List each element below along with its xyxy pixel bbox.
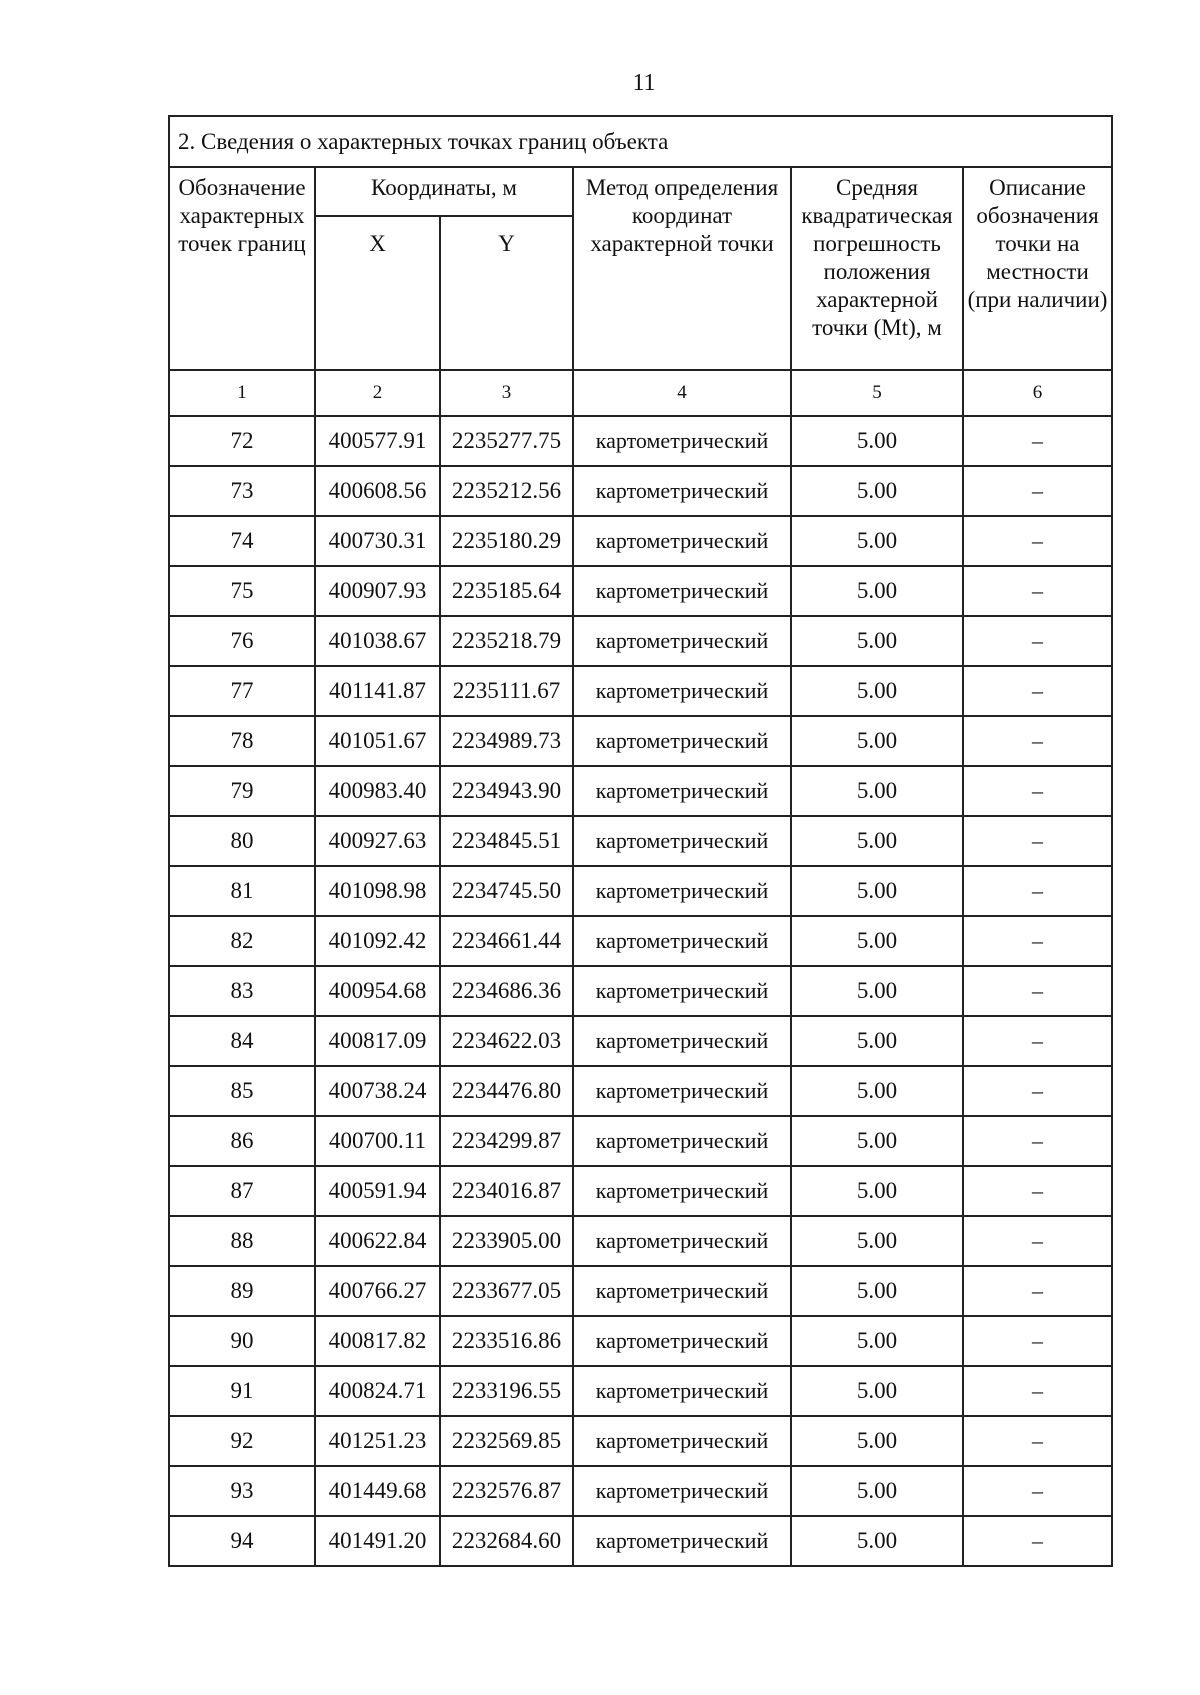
cell-y: 2234745.50 bbox=[440, 866, 573, 916]
table-row bbox=[169, 1216, 1112, 1266]
cell-description: – bbox=[963, 1216, 1112, 1266]
cell-y: 2232569.85 bbox=[440, 1416, 573, 1466]
table-row bbox=[169, 916, 1112, 966]
cell-point: 90 bbox=[169, 1316, 315, 1366]
cell-y: 2235212.56 bbox=[440, 466, 573, 516]
boundary-points-table bbox=[168, 115, 1113, 1567]
cell-point: 81 bbox=[169, 866, 315, 916]
cell-method: картометрический bbox=[573, 666, 791, 716]
cell-error: 5.00 bbox=[791, 966, 963, 1016]
table-row bbox=[169, 1016, 1112, 1066]
cell-description: – bbox=[963, 1416, 1112, 1466]
cell-y: 2232684.60 bbox=[440, 1516, 573, 1566]
cell-x: 400730.31 bbox=[315, 516, 440, 566]
cell-x: 400983.40 bbox=[315, 766, 440, 816]
cell-error: 5.00 bbox=[791, 1016, 963, 1066]
cell-description: – bbox=[963, 616, 1112, 666]
cell-error: 5.00 bbox=[791, 416, 963, 466]
table-row bbox=[169, 1366, 1112, 1416]
header-description: Описание обозначения точки на местности (при наличии) bbox=[963, 167, 1112, 370]
cell-description: – bbox=[963, 816, 1112, 866]
cell-y: 2233905.00 bbox=[440, 1216, 573, 1266]
cell-y: 2233516.86 bbox=[440, 1316, 573, 1366]
cell-method: картометрический bbox=[573, 966, 791, 1016]
cell-point: 83 bbox=[169, 966, 315, 1016]
column-number: 1 bbox=[169, 370, 315, 416]
cell-description: – bbox=[963, 466, 1112, 516]
cell-description: – bbox=[963, 416, 1112, 466]
cell-x: 400738.24 bbox=[315, 1066, 440, 1116]
cell-x: 401449.68 bbox=[315, 1466, 440, 1516]
cell-method: картометрический bbox=[573, 1316, 791, 1366]
cell-x: 400817.82 bbox=[315, 1316, 440, 1366]
cell-method: картометрический bbox=[573, 1066, 791, 1116]
cell-method: картометрический bbox=[573, 716, 791, 766]
cell-x: 401051.67 bbox=[315, 716, 440, 766]
cell-description: – bbox=[963, 966, 1112, 1016]
cell-description: – bbox=[963, 1016, 1112, 1066]
cell-error: 5.00 bbox=[791, 566, 963, 616]
cell-y: 2235180.29 bbox=[440, 516, 573, 566]
cell-error: 5.00 bbox=[791, 1316, 963, 1366]
cell-x: 400954.68 bbox=[315, 966, 440, 1016]
cell-method: картометрический bbox=[573, 916, 791, 966]
cell-method: картометрический bbox=[573, 1266, 791, 1316]
cell-y: 2232576.87 bbox=[440, 1466, 573, 1516]
header-x: X bbox=[315, 216, 440, 370]
table-row bbox=[169, 1166, 1112, 1216]
cell-method: картометрический bbox=[573, 1516, 791, 1566]
cell-description: – bbox=[963, 1116, 1112, 1166]
cell-y: 2234661.44 bbox=[440, 916, 573, 966]
cell-description: – bbox=[963, 716, 1112, 766]
table-row bbox=[169, 566, 1112, 616]
cell-description: – bbox=[963, 516, 1112, 566]
cell-description: – bbox=[963, 1516, 1112, 1566]
cell-x: 401098.98 bbox=[315, 866, 440, 916]
cell-x: 400577.91 bbox=[315, 416, 440, 466]
column-number: 3 bbox=[440, 370, 573, 416]
cell-error: 5.00 bbox=[791, 1066, 963, 1116]
cell-error: 5.00 bbox=[791, 516, 963, 566]
cell-y: 2234476.80 bbox=[440, 1066, 573, 1116]
cell-point: 92 bbox=[169, 1416, 315, 1466]
cell-error: 5.00 bbox=[791, 1166, 963, 1216]
cell-description: – bbox=[963, 1316, 1112, 1366]
cell-method: картометрический bbox=[573, 566, 791, 616]
cell-point: 82 bbox=[169, 916, 315, 966]
cell-error: 5.00 bbox=[791, 716, 963, 766]
table-body bbox=[169, 416, 1112, 1566]
cell-method: картометрический bbox=[573, 1466, 791, 1516]
cell-point: 74 bbox=[169, 516, 315, 566]
table-row bbox=[169, 616, 1112, 666]
cell-y: 2234989.73 bbox=[440, 716, 573, 766]
cell-y: 2234686.36 bbox=[440, 966, 573, 1016]
cell-point: 77 bbox=[169, 666, 315, 716]
column-number: 2 bbox=[315, 370, 440, 416]
cell-method: картометрический bbox=[573, 1016, 791, 1066]
cell-error: 5.00 bbox=[791, 1366, 963, 1416]
table-row bbox=[169, 1116, 1112, 1166]
cell-method: картометрический bbox=[573, 416, 791, 466]
cell-error: 5.00 bbox=[791, 1416, 963, 1466]
cell-x: 400927.63 bbox=[315, 816, 440, 866]
cell-y: 2234016.87 bbox=[440, 1166, 573, 1216]
cell-error: 5.00 bbox=[791, 1466, 963, 1516]
header-method: Метод определения координат характерной точки bbox=[573, 167, 791, 370]
cell-method: картометрический bbox=[573, 1166, 791, 1216]
cell-x: 400824.71 bbox=[315, 1366, 440, 1416]
cell-y: 2233677.05 bbox=[440, 1266, 573, 1316]
header-y: Y bbox=[440, 216, 573, 370]
cell-point: 84 bbox=[169, 1016, 315, 1066]
table-row bbox=[169, 1416, 1112, 1466]
table-row bbox=[169, 416, 1112, 466]
cell-point: 91 bbox=[169, 1366, 315, 1416]
cell-y: 2233196.55 bbox=[440, 1366, 573, 1416]
cell-point: 73 bbox=[169, 466, 315, 516]
cell-error: 5.00 bbox=[791, 1216, 963, 1266]
header-coords: Координаты, м bbox=[315, 167, 573, 216]
cell-y: 2235111.67 bbox=[440, 666, 573, 716]
cell-y: 2234622.03 bbox=[440, 1016, 573, 1066]
cell-method: картометрический bbox=[573, 866, 791, 916]
table-row bbox=[169, 966, 1112, 1016]
table-caption: 2. Сведения о характерных точках границ объекта bbox=[169, 116, 1112, 167]
cell-x: 400622.84 bbox=[315, 1216, 440, 1266]
cell-error: 5.00 bbox=[791, 466, 963, 516]
cell-description: – bbox=[963, 1366, 1112, 1416]
cell-point: 88 bbox=[169, 1216, 315, 1266]
column-number-row bbox=[169, 370, 1112, 416]
cell-error: 5.00 bbox=[791, 866, 963, 916]
cell-x: 401141.87 bbox=[315, 666, 440, 716]
cell-method: картометрический bbox=[573, 616, 791, 666]
cell-error: 5.00 bbox=[791, 616, 963, 666]
cell-point: 94 bbox=[169, 1516, 315, 1566]
cell-description: – bbox=[963, 1466, 1112, 1516]
cell-method: картометрический bbox=[573, 816, 791, 866]
table-row bbox=[169, 1266, 1112, 1316]
cell-method: картометрический bbox=[573, 1216, 791, 1266]
cell-x: 401092.42 bbox=[315, 916, 440, 966]
cell-x: 401038.67 bbox=[315, 616, 440, 666]
cell-point: 85 bbox=[169, 1066, 315, 1116]
cell-error: 5.00 bbox=[791, 816, 963, 866]
header-point: Обозначение характерных точек границ bbox=[169, 167, 315, 370]
cell-point: 80 bbox=[169, 816, 315, 866]
cell-error: 5.00 bbox=[791, 766, 963, 816]
cell-y: 2235218.79 bbox=[440, 616, 573, 666]
cell-method: картометрический bbox=[573, 1416, 791, 1466]
cell-x: 401251.23 bbox=[315, 1416, 440, 1466]
table-row bbox=[169, 1316, 1112, 1366]
cell-point: 87 bbox=[169, 1166, 315, 1216]
table-row bbox=[169, 1516, 1112, 1566]
cell-x: 400817.09 bbox=[315, 1016, 440, 1066]
column-number: 5 bbox=[791, 370, 963, 416]
cell-description: – bbox=[963, 566, 1112, 616]
cell-x: 400591.94 bbox=[315, 1166, 440, 1216]
table-row bbox=[169, 816, 1112, 866]
cell-description: – bbox=[963, 766, 1112, 816]
cell-x: 400608.56 bbox=[315, 466, 440, 516]
header-error: Средняя квадратическая погрешность положения характерной точки (Mt), м bbox=[791, 167, 963, 370]
cell-point: 86 bbox=[169, 1116, 315, 1166]
cell-method: картометрический bbox=[573, 766, 791, 816]
column-number: 6 bbox=[963, 370, 1112, 416]
cell-description: – bbox=[963, 1166, 1112, 1216]
cell-description: – bbox=[963, 1066, 1112, 1116]
cell-x: 401491.20 bbox=[315, 1516, 440, 1566]
table-row bbox=[169, 1466, 1112, 1516]
cell-x: 400907.93 bbox=[315, 566, 440, 616]
cell-point: 79 bbox=[169, 766, 315, 816]
cell-y: 2235277.75 bbox=[440, 416, 573, 466]
table-row bbox=[169, 666, 1112, 716]
table-row bbox=[169, 866, 1112, 916]
column-number: 4 bbox=[573, 370, 791, 416]
cell-description: – bbox=[963, 1266, 1112, 1316]
table-row bbox=[169, 516, 1112, 566]
cell-error: 5.00 bbox=[791, 1516, 963, 1566]
cell-method: картометрический bbox=[573, 466, 791, 516]
cell-y: 2234299.87 bbox=[440, 1116, 573, 1166]
cell-error: 5.00 bbox=[791, 1266, 963, 1316]
cell-method: картометрический bbox=[573, 1116, 791, 1166]
page-number: 11 bbox=[632, 70, 656, 96]
cell-method: картометрический bbox=[573, 1366, 791, 1416]
cell-error: 5.00 bbox=[791, 666, 963, 716]
cell-point: 89 bbox=[169, 1266, 315, 1316]
cell-description: – bbox=[963, 916, 1112, 966]
cell-description: – bbox=[963, 866, 1112, 916]
cell-error: 5.00 bbox=[791, 1116, 963, 1166]
cell-point: 78 bbox=[169, 716, 315, 766]
cell-y: 2234845.51 bbox=[440, 816, 573, 866]
cell-method: картометрический bbox=[573, 516, 791, 566]
table-row bbox=[169, 466, 1112, 516]
cell-point: 75 bbox=[169, 566, 315, 616]
cell-y: 2235185.64 bbox=[440, 566, 573, 616]
table-row bbox=[169, 1066, 1112, 1116]
cell-point: 93 bbox=[169, 1466, 315, 1516]
cell-point: 76 bbox=[169, 616, 315, 666]
cell-point: 72 bbox=[169, 416, 315, 466]
cell-error: 5.00 bbox=[791, 916, 963, 966]
table-row bbox=[169, 716, 1112, 766]
cell-x: 400766.27 bbox=[315, 1266, 440, 1316]
cell-y: 2234943.90 bbox=[440, 766, 573, 816]
cell-description: – bbox=[963, 666, 1112, 716]
cell-x: 400700.11 bbox=[315, 1116, 440, 1166]
table-row bbox=[169, 766, 1112, 816]
